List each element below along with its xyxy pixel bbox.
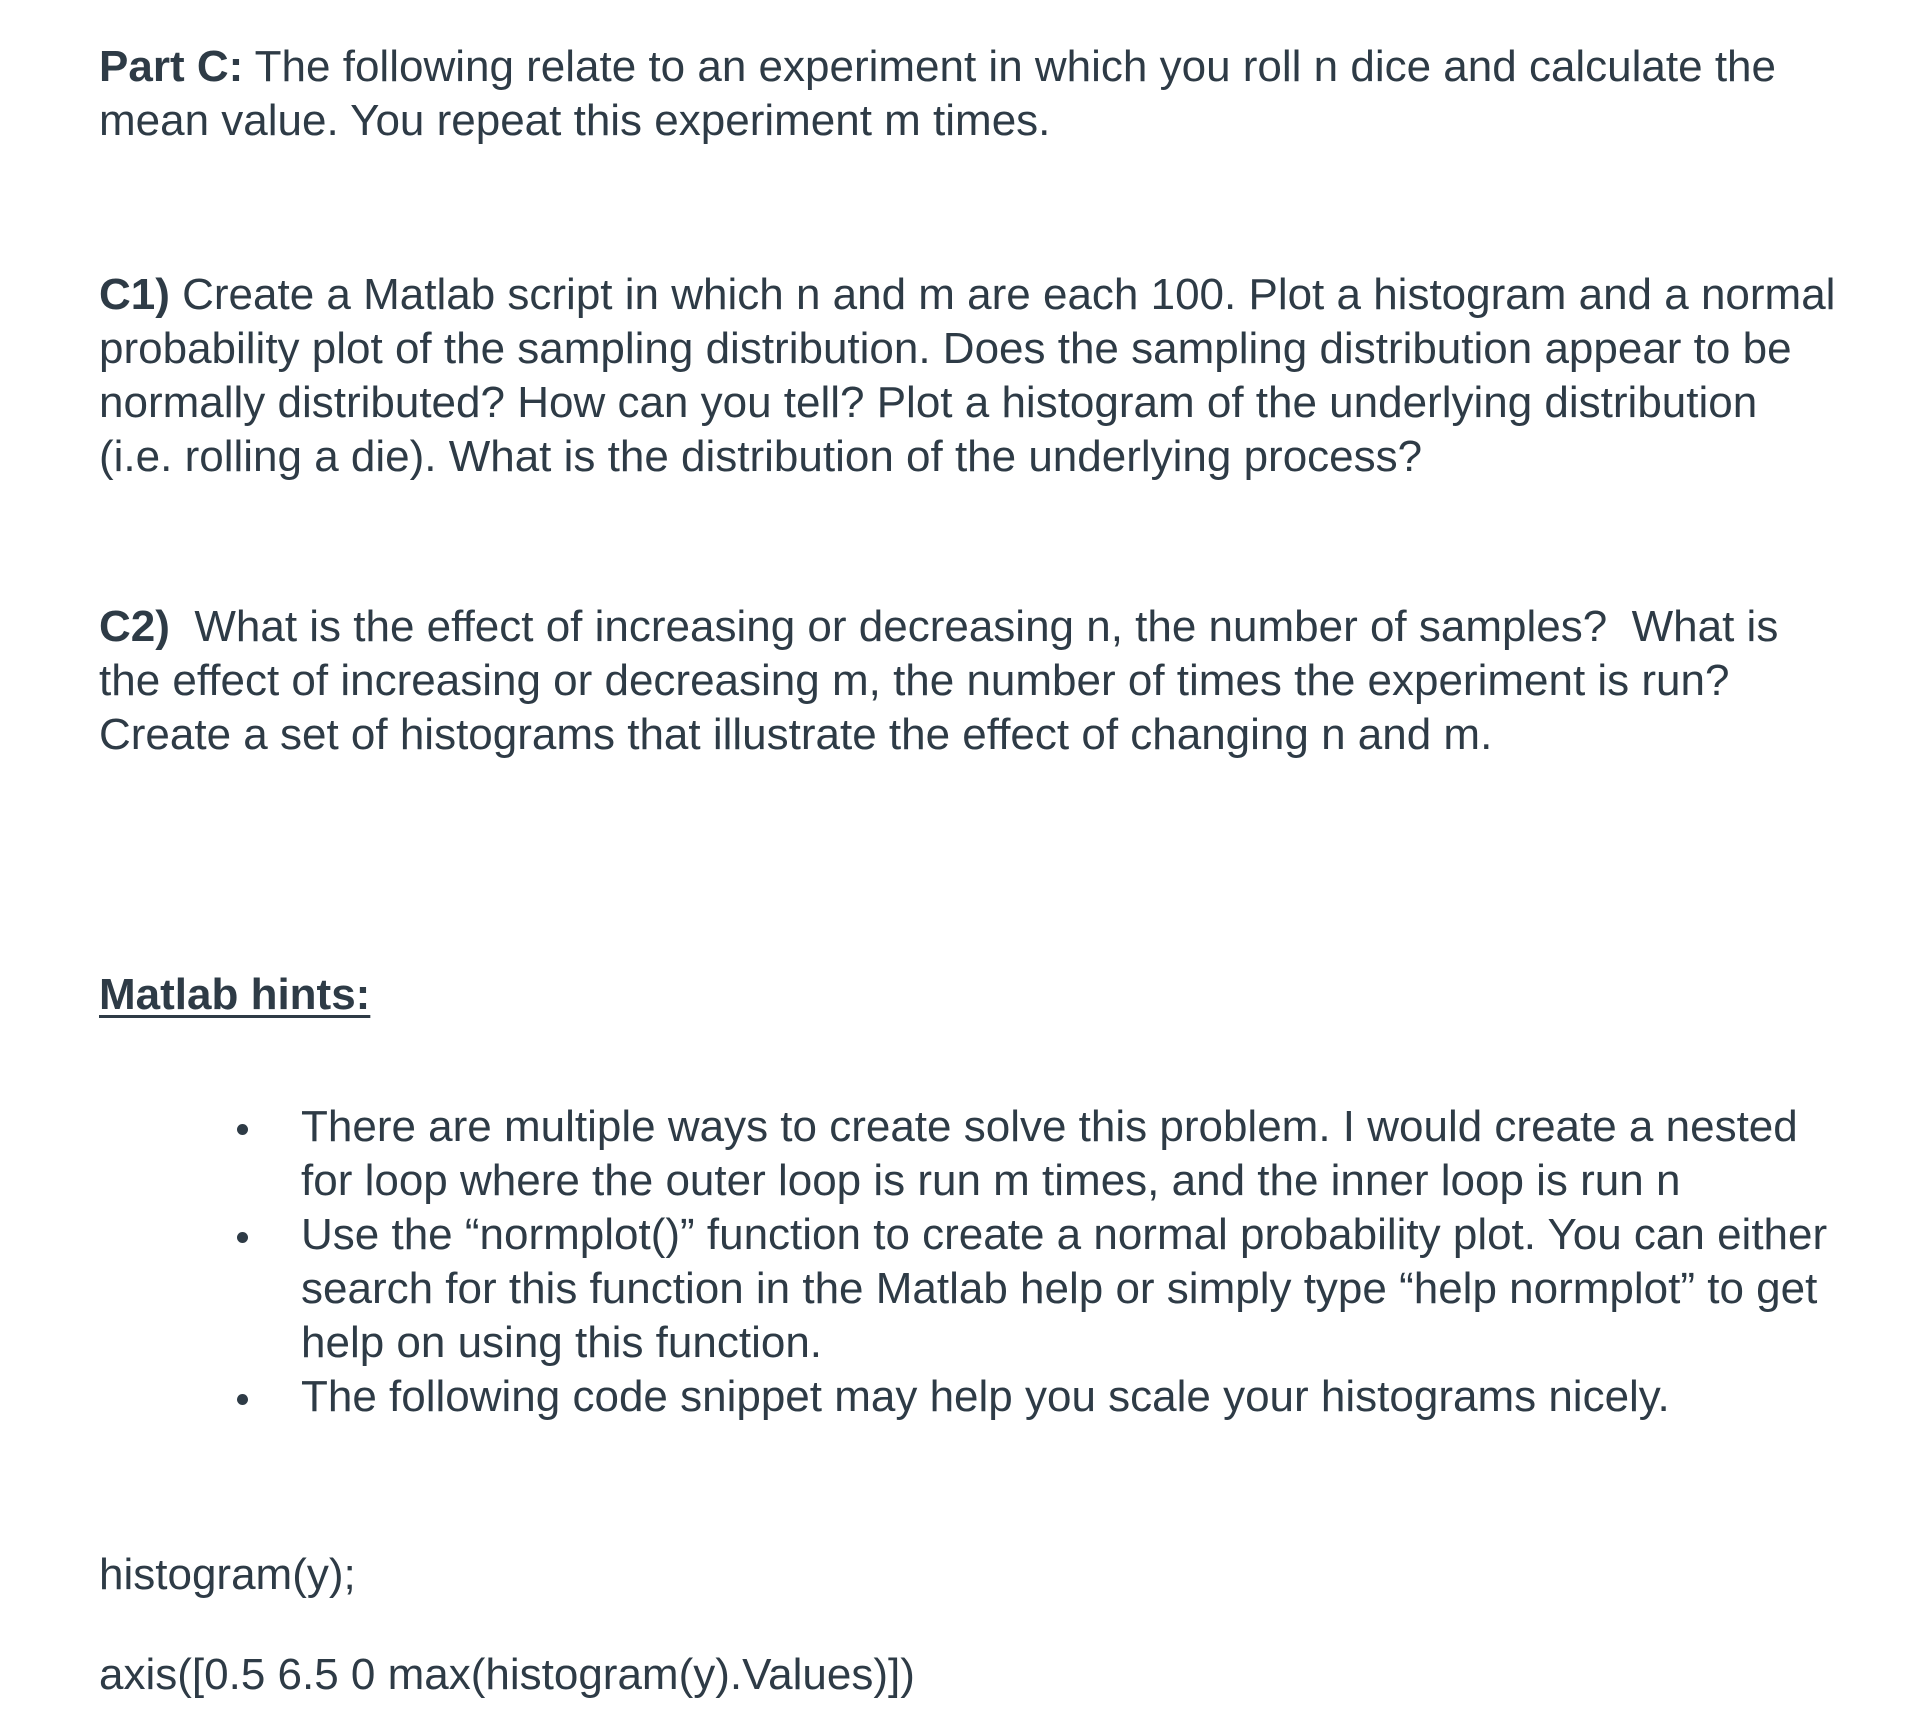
bullet-icon [237,1232,248,1243]
hint-text-1: There are multiple ways to create solve this problem. I would create a nested for loop where the outer loop is run m times, and the inner loop is run n [301,1102,1798,1205]
hint-item-2 [99,1208,1839,1370]
matlab-hints-heading: Matlab hints: [99,970,371,1019]
code-line-axis: axis([0.5 6.5 0 max(histogram(y).Values)]) [99,1650,915,1699]
hint-item-3 [99,1370,1839,1424]
part-c-label: Part C: [99,42,244,91]
bullet-icon [237,1394,248,1405]
code-line-histogram: histogram(y); [99,1550,356,1599]
c2-paragraph [99,600,1839,762]
hints-list [99,1100,1839,1424]
hint-item-1 [99,1100,1839,1208]
c1-label: C1) [99,270,170,319]
bullet-icon [237,1124,248,1135]
part-c-paragraph [99,40,1839,148]
c2-label: C2) [99,602,170,651]
hint-text-3: The following code snippet may help you scale your histograms nicely. [301,1372,1670,1421]
hint-text-2: Use the “normplot()” function to create a normal probability plot. You can either search for this function in the Matlab help or simply type “help normplot” to get help on using this function. [301,1210,1828,1367]
c1-text: Create a Matlab script in which n and m are each 100. Plot a histogram and a normal probability plot of the sampling distribution. Does the sampling distribution appear to be normally distributed? How can you tell? Plot a histogram of the underlying distribution (i.e. rolling a die). What is the distribution of the underlying process? [99,270,1848,481]
part-c-text: The following relate to an experiment in which you roll n dice and calculate the mean value. You repeat this experiment m times. [99,42,1776,145]
c1-paragraph [99,268,1848,484]
c2-text: What is the effect of increasing or decreasing n, the number of samples? What is the effect of increasing or decreasing m, the number of times the experiment is run? Create a set of histograms that illustrate the effect of changing n and m. [99,602,1791,759]
